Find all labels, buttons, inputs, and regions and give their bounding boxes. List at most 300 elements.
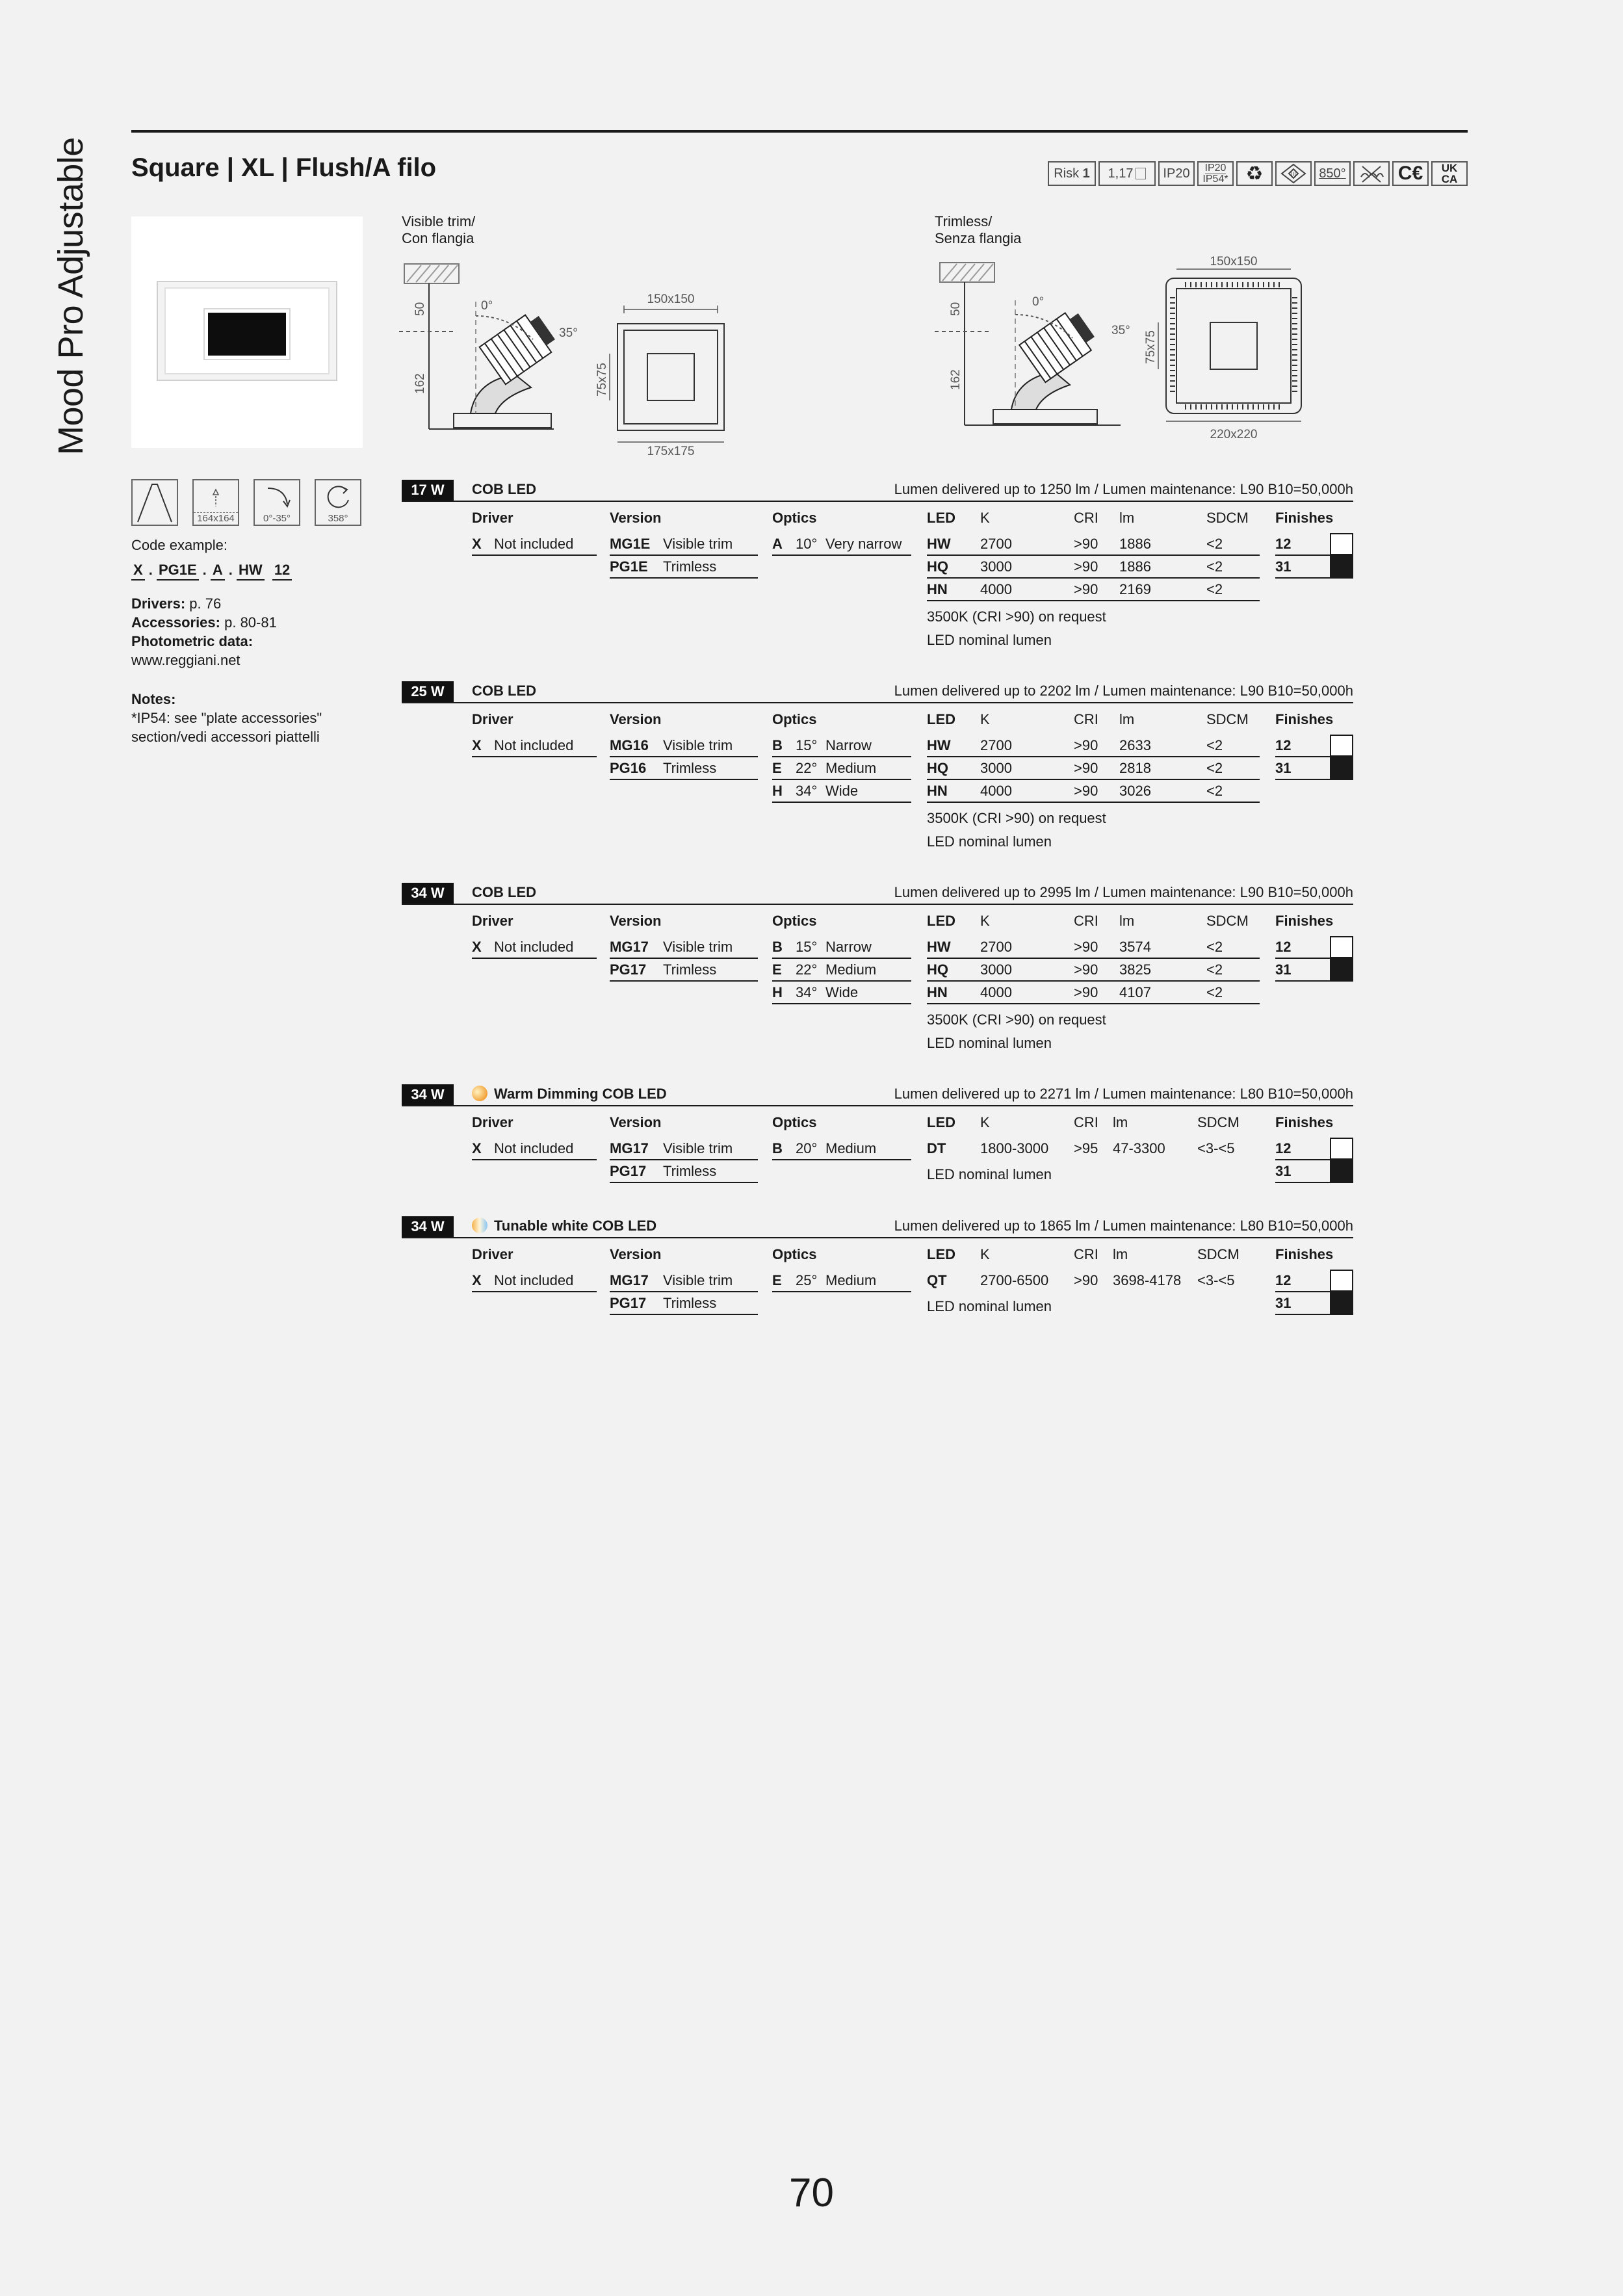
driver-name: Not included xyxy=(494,939,574,955)
led-sdcm: <2 xyxy=(1206,961,1223,978)
lm-header: lm xyxy=(1119,711,1135,727)
version-name: Visible trim xyxy=(663,939,733,955)
led-header-row xyxy=(927,510,1260,527)
optics-name: Medium xyxy=(825,1272,877,1288)
led-type: COB LED xyxy=(472,884,536,900)
led-row xyxy=(927,1138,1260,1160)
drivers-label: Drivers: xyxy=(131,595,186,612)
diagram-visible-trim xyxy=(398,257,736,459)
led-k: 3000 xyxy=(980,760,1012,776)
optics-code: E xyxy=(772,760,782,776)
driver-header: Driver xyxy=(472,711,513,727)
lumen-info: Lumen delivered up to 2271 lm / Lumen maintenance: L80 B10=50,000h xyxy=(894,1086,1353,1102)
finish-row xyxy=(1275,959,1353,982)
led-lm: 3574 xyxy=(1119,939,1151,955)
version-row xyxy=(610,959,758,982)
version-header: Version xyxy=(610,1114,662,1130)
version-name: Trimless xyxy=(663,961,717,978)
led-k: 4000 xyxy=(980,783,1012,799)
optics-angle: 25° xyxy=(796,1272,818,1288)
optics-header: Optics xyxy=(772,711,817,727)
driver-column xyxy=(472,510,597,556)
weight-badge xyxy=(1098,161,1156,186)
cri-header: CRI xyxy=(1074,510,1098,526)
optics-name: Medium xyxy=(825,760,877,776)
finish-swatch-white xyxy=(1330,936,1353,958)
optics-header: Optics xyxy=(772,1246,817,1262)
led-type-row xyxy=(472,1086,667,1102)
led-row xyxy=(927,735,1260,757)
led-row xyxy=(927,959,1260,982)
optics-name: Wide xyxy=(825,984,859,1000)
accessories-label: Accessories: xyxy=(131,614,220,631)
led-note-nominal: LED nominal lumen xyxy=(927,1166,1052,1182)
version-name: Visible trim xyxy=(663,1140,733,1156)
led-note-request: 3500K (CRI >90) on request xyxy=(927,1011,1106,1028)
product-section-25w xyxy=(402,681,1353,863)
diagram-right-label-line2: Senza flangia xyxy=(935,230,1022,246)
led-k: 1800-3000 xyxy=(980,1140,1049,1156)
led-sdcm: <2 xyxy=(1206,984,1223,1000)
weight-icon xyxy=(1136,168,1146,179)
driver-code: X xyxy=(472,1272,482,1288)
finishes-column xyxy=(1275,1114,1353,1183)
notes-label: Notes: xyxy=(131,691,176,707)
finish-row xyxy=(1275,757,1353,780)
version-code: PG17 xyxy=(610,1295,647,1311)
led-cri: >90 xyxy=(1074,536,1098,552)
section-header xyxy=(402,1216,1353,1238)
diagram-right-height-bottom: 162 xyxy=(949,369,963,390)
section-header xyxy=(402,1084,1353,1106)
ce-mark-icon: C€ xyxy=(1392,161,1429,186)
led-cri: >90 xyxy=(1074,783,1098,799)
version-row xyxy=(610,735,758,757)
section-header xyxy=(402,883,1353,905)
finish-code: 31 xyxy=(1275,1295,1292,1311)
finish-swatch-white xyxy=(1330,1270,1353,1292)
led-k: 2700 xyxy=(980,536,1012,552)
ip-badge: IP20 xyxy=(1158,161,1195,186)
led-type: COB LED xyxy=(472,481,536,497)
wattage-badge: 34 W xyxy=(402,1216,454,1237)
led-lm: 3026 xyxy=(1119,783,1151,799)
finish-swatch-black xyxy=(1330,1160,1353,1182)
version-row xyxy=(610,1270,758,1292)
led-sdcm: <2 xyxy=(1206,558,1223,575)
notes-line1: *IP54: see "plate accessories" xyxy=(131,710,322,726)
sdcm-header: SDCM xyxy=(1206,711,1249,727)
driver-header: Driver xyxy=(472,1246,513,1262)
beam-shape-icon xyxy=(131,479,178,526)
led-note-nominal: LED nominal lumen xyxy=(927,1035,1052,1051)
led-header-row xyxy=(927,913,1260,930)
led-header: LED xyxy=(927,510,955,526)
code-part-driver: X xyxy=(131,560,145,581)
finish-code: 12 xyxy=(1275,1140,1292,1156)
led-type-row xyxy=(472,1218,656,1234)
optics-name: Narrow xyxy=(825,737,872,753)
risk-value: 1 xyxy=(1082,166,1090,181)
version-name: Trimless xyxy=(663,558,717,575)
diagram-left-label xyxy=(402,213,475,247)
diagram-left-angle-end: 35° xyxy=(559,326,578,340)
series-title-text: Mood Pro Adjustable xyxy=(51,137,90,455)
version-row xyxy=(610,936,758,959)
optics-angle: 15° xyxy=(796,939,818,955)
led-row xyxy=(927,780,1260,803)
optics-code: H xyxy=(772,984,783,1000)
section-header xyxy=(402,480,1353,502)
led-sdcm: <3-<5 xyxy=(1197,1140,1235,1156)
ip-stack-badge xyxy=(1197,161,1234,186)
version-code: PG17 xyxy=(610,961,647,978)
version-name: Trimless xyxy=(663,1295,717,1311)
led-sdcm: <2 xyxy=(1206,760,1223,776)
wattage-badge: 34 W xyxy=(402,1084,454,1105)
lm-header: lm xyxy=(1113,1114,1128,1130)
optics-row xyxy=(772,936,911,959)
optics-header: Optics xyxy=(772,1114,817,1130)
led-k: 3000 xyxy=(980,558,1012,575)
driver-row xyxy=(472,533,597,556)
led-sdcm: <2 xyxy=(1206,536,1223,552)
code-part-finish: 12 xyxy=(272,560,292,581)
no-insulation-icon xyxy=(1353,161,1390,186)
finishes-header: Finishes xyxy=(1275,510,1334,526)
ukca-bottom: CA xyxy=(1441,173,1458,185)
optics-header: Optics xyxy=(772,913,817,929)
led-sdcm: <3-<5 xyxy=(1197,1272,1235,1288)
finish-swatch-black xyxy=(1330,1292,1353,1314)
k-header: K xyxy=(980,1114,990,1130)
led-header-row xyxy=(927,1246,1260,1263)
version-code: MG1E xyxy=(610,536,651,552)
finishes-column xyxy=(1275,510,1353,579)
optics-angle: 10° xyxy=(796,536,818,552)
optics-angle: 34° xyxy=(796,984,818,1000)
led-k: 2700 xyxy=(980,737,1012,753)
led-type: Warm Dimming COB LED xyxy=(494,1086,667,1102)
version-code: PG17 xyxy=(610,1163,647,1179)
led-column xyxy=(927,711,1260,854)
version-name: Trimless xyxy=(663,1163,717,1179)
optics-row xyxy=(772,1270,911,1292)
certification-badges xyxy=(1048,161,1468,189)
optics-column xyxy=(772,913,911,1004)
optics-header: Optics xyxy=(772,510,817,526)
k-header: K xyxy=(980,1246,990,1262)
diagram-left-height-top: 50 xyxy=(413,302,427,316)
optics-column xyxy=(772,1246,911,1292)
finish-row xyxy=(1275,1270,1353,1292)
finish-swatch-black xyxy=(1330,556,1353,578)
diagram-left-outer-size: 175x175 xyxy=(647,445,695,458)
optics-name: Wide xyxy=(825,783,859,799)
tilt-icon xyxy=(253,479,300,526)
driver-name: Not included xyxy=(494,1140,574,1156)
led-row xyxy=(927,579,1260,601)
version-column xyxy=(610,711,758,780)
class-iii-icon xyxy=(1275,161,1312,186)
sdcm-header: SDCM xyxy=(1197,1246,1240,1262)
driver-name: Not included xyxy=(494,536,574,552)
led-row xyxy=(927,982,1260,1004)
led-row xyxy=(927,556,1260,579)
optics-row xyxy=(772,1138,911,1160)
version-row xyxy=(610,1160,758,1183)
finish-code: 31 xyxy=(1275,760,1292,776)
lumen-info: Lumen delivered up to 2995 lm / Lumen maintenance: L90 B10=50,000h xyxy=(894,884,1353,900)
driver-code: X xyxy=(472,737,482,753)
finish-row xyxy=(1275,556,1353,579)
led-column xyxy=(927,510,1260,652)
code-example-label: Code example: xyxy=(131,537,227,553)
led-row xyxy=(927,533,1260,556)
led-lm: 2169 xyxy=(1119,581,1151,597)
led-sdcm: <2 xyxy=(1206,939,1223,955)
optics-angle: 22° xyxy=(796,760,818,776)
version-header: Version xyxy=(610,510,662,526)
driver-row xyxy=(472,1138,597,1160)
finish-swatch-black xyxy=(1330,959,1353,981)
led-code: DT xyxy=(927,1140,946,1156)
cutout-icon xyxy=(192,479,239,526)
led-code: HW xyxy=(927,737,951,753)
optics-row xyxy=(772,735,911,757)
version-row xyxy=(610,533,758,556)
led-code: HN xyxy=(927,783,948,799)
led-row xyxy=(927,757,1260,780)
version-code: MG17 xyxy=(610,1140,649,1156)
led-sdcm: <2 xyxy=(1206,783,1223,799)
version-column xyxy=(610,510,758,579)
risk-label: Risk xyxy=(1054,166,1080,181)
optics-name: Narrow xyxy=(825,939,872,955)
led-lm: 3698-4178 xyxy=(1113,1272,1182,1288)
sdcm-header: SDCM xyxy=(1206,913,1249,929)
version-row xyxy=(610,1292,758,1315)
version-name: Visible trim xyxy=(663,737,733,753)
lm-header: lm xyxy=(1119,510,1135,526)
version-row xyxy=(610,556,758,579)
led-sdcm: <2 xyxy=(1206,581,1223,597)
diagram-right-angle-end: 35° xyxy=(1111,324,1130,337)
led-code: HN xyxy=(927,581,948,597)
cri-header: CRI xyxy=(1074,711,1098,727)
led-code: HN xyxy=(927,984,948,1000)
optics-code: A xyxy=(772,536,783,552)
finish-row xyxy=(1275,1160,1353,1183)
optics-row xyxy=(772,780,911,803)
optics-angle: 34° xyxy=(796,783,818,799)
cutout-value: 164x164 xyxy=(194,512,238,524)
led-cri: >90 xyxy=(1074,558,1098,575)
led-header-row xyxy=(927,1114,1260,1131)
led-row xyxy=(927,936,1260,959)
led-code: QT xyxy=(927,1272,947,1288)
diagram-right-angle-start: 0° xyxy=(1032,295,1045,309)
optics-row xyxy=(772,533,911,556)
optics-code: E xyxy=(772,1272,782,1288)
driver-code: X xyxy=(472,939,482,955)
led-cri: >90 xyxy=(1074,760,1098,776)
led-cri: >90 xyxy=(1074,939,1098,955)
finish-row xyxy=(1275,533,1353,556)
led-type: Tunable white COB LED xyxy=(494,1218,657,1234)
ukca-mark-icon xyxy=(1431,161,1468,186)
svg-text:III: III xyxy=(1291,171,1296,177)
finish-swatch-white xyxy=(1330,735,1353,757)
version-code: MG17 xyxy=(610,939,649,955)
finish-row xyxy=(1275,936,1353,959)
driver-column xyxy=(472,1114,597,1160)
k-header: K xyxy=(980,913,990,929)
optics-code: E xyxy=(772,961,782,978)
led-header: LED xyxy=(927,1246,955,1262)
code-example: X . PG1E . A . HW 12 xyxy=(131,560,296,581)
ip-stack-top: IP20 xyxy=(1204,162,1227,174)
driver-column xyxy=(472,711,597,757)
version-row xyxy=(610,757,758,780)
led-note-request: 3500K (CRI >90) on request xyxy=(927,810,1106,826)
led-header: LED xyxy=(927,1114,955,1130)
finishes-header: Finishes xyxy=(1275,1114,1334,1130)
optics-row xyxy=(772,982,911,1004)
wattage-badge: 17 W xyxy=(402,480,454,501)
finish-swatch-white xyxy=(1330,1138,1353,1160)
accessories-pages: p. 80-81 xyxy=(224,614,277,631)
led-cri: >90 xyxy=(1074,1272,1098,1288)
version-header: Version xyxy=(610,1246,662,1262)
product-photo xyxy=(131,216,363,448)
finish-code: 31 xyxy=(1275,961,1292,978)
version-code: PG1E xyxy=(610,558,648,575)
tunable-white-icon xyxy=(472,1218,487,1233)
lm-header: lm xyxy=(1119,913,1135,929)
diagram-right-inner-size: 150x150 xyxy=(1210,255,1258,268)
version-name: Visible trim xyxy=(663,536,733,552)
optics-name: Very narrow xyxy=(825,536,902,552)
driver-row xyxy=(472,735,597,757)
section-header xyxy=(402,681,1353,703)
led-lm: 2818 xyxy=(1119,760,1151,776)
led-lm: 2633 xyxy=(1119,737,1151,753)
weight-value: 1,17 xyxy=(1108,166,1134,181)
header-rule xyxy=(131,130,1468,133)
photometric-link[interactable]: www.reggiani.net xyxy=(131,652,240,668)
led-header: LED xyxy=(927,711,955,727)
version-header: Version xyxy=(610,913,662,929)
finishes-column xyxy=(1275,1246,1353,1315)
cri-header: CRI xyxy=(1074,1114,1098,1130)
sdcm-header: SDCM xyxy=(1206,510,1249,526)
driver-code: X xyxy=(472,1140,482,1156)
lumen-info: Lumen delivered up to 1865 lm / Lumen maintenance: L80 B10=50,000h xyxy=(894,1218,1353,1234)
led-header-row xyxy=(927,711,1260,728)
led-header: LED xyxy=(927,913,955,929)
finishes-header: Finishes xyxy=(1275,711,1334,727)
k-header: K xyxy=(980,711,990,727)
cri-header: CRI xyxy=(1074,1246,1098,1262)
driver-row xyxy=(472,936,597,959)
product-section-34w-warm-dimming xyxy=(402,1084,1353,1201)
product-section-34w-tunable-white xyxy=(402,1216,1353,1333)
led-k: 3000 xyxy=(980,961,1012,978)
diagram-right-aperture: 75x75 xyxy=(1144,330,1158,364)
driver-header: Driver xyxy=(472,913,513,929)
led-lm: 4107 xyxy=(1119,984,1151,1000)
version-name: Trimless xyxy=(663,760,717,776)
led-cri: >90 xyxy=(1074,581,1098,597)
version-column xyxy=(610,913,758,982)
finish-code: 31 xyxy=(1275,558,1292,575)
driver-column xyxy=(472,1246,597,1292)
lumen-info: Lumen delivered up to 1250 lm / Lumen maintenance: L90 B10=50,000h xyxy=(894,481,1353,497)
finish-code: 12 xyxy=(1275,939,1292,955)
finish-code: 12 xyxy=(1275,536,1292,552)
optics-code: B xyxy=(772,939,783,955)
led-code: HQ xyxy=(927,760,948,776)
finish-code: 12 xyxy=(1275,737,1292,753)
finish-code: 12 xyxy=(1275,1272,1292,1288)
product-section-17w xyxy=(402,480,1353,662)
optics-name: Medium xyxy=(825,961,877,978)
optics-row xyxy=(772,757,911,780)
temperature-badge xyxy=(1314,161,1351,186)
led-cri: >90 xyxy=(1074,961,1098,978)
led-lm: 1886 xyxy=(1119,558,1151,575)
led-k: 2700 xyxy=(980,939,1012,955)
rotation-icon xyxy=(315,479,361,526)
diagram-left-aperture: 75x75 xyxy=(595,363,609,397)
led-lm: 1886 xyxy=(1119,536,1151,552)
driver-code: X xyxy=(472,536,482,552)
led-cri: >95 xyxy=(1074,1140,1098,1156)
led-column xyxy=(927,913,1260,1055)
diagram-right-label-line1: Trimless/ xyxy=(935,213,993,229)
finish-row xyxy=(1275,735,1353,757)
diagram-right-label xyxy=(935,213,1021,247)
page-number: 70 xyxy=(789,2171,834,2215)
led-column xyxy=(927,1114,1260,1186)
temperature-value: 850° xyxy=(1319,166,1346,181)
led-row xyxy=(927,1270,1260,1292)
optics-code: B xyxy=(772,1140,783,1156)
version-column xyxy=(610,1246,758,1315)
code-part-optics: A xyxy=(211,560,225,581)
lm-header: lm xyxy=(1113,1246,1128,1262)
wattage-badge: 25 W xyxy=(402,681,454,702)
optics-angle: 20° xyxy=(796,1140,818,1156)
photometric-label: Photometric data: xyxy=(131,633,253,649)
sidebar-references xyxy=(131,594,277,670)
led-type: COB LED xyxy=(472,683,536,699)
driver-column xyxy=(472,913,597,959)
optics-code: B xyxy=(772,737,783,753)
version-code: MG16 xyxy=(610,737,649,753)
optics-row xyxy=(772,959,911,982)
led-cri: >90 xyxy=(1074,737,1098,753)
finish-swatch-black xyxy=(1330,757,1353,779)
diagram-left-height-bottom: 162 xyxy=(413,373,427,394)
ukca-top: UK xyxy=(1441,162,1458,174)
rotation-value: 358° xyxy=(328,513,348,524)
optics-angle: 15° xyxy=(796,737,818,753)
product-title: Square | XL | Flush/A filo xyxy=(131,153,437,182)
recycle-icon: ♻ xyxy=(1236,161,1273,186)
sdcm-header: SDCM xyxy=(1197,1114,1240,1130)
